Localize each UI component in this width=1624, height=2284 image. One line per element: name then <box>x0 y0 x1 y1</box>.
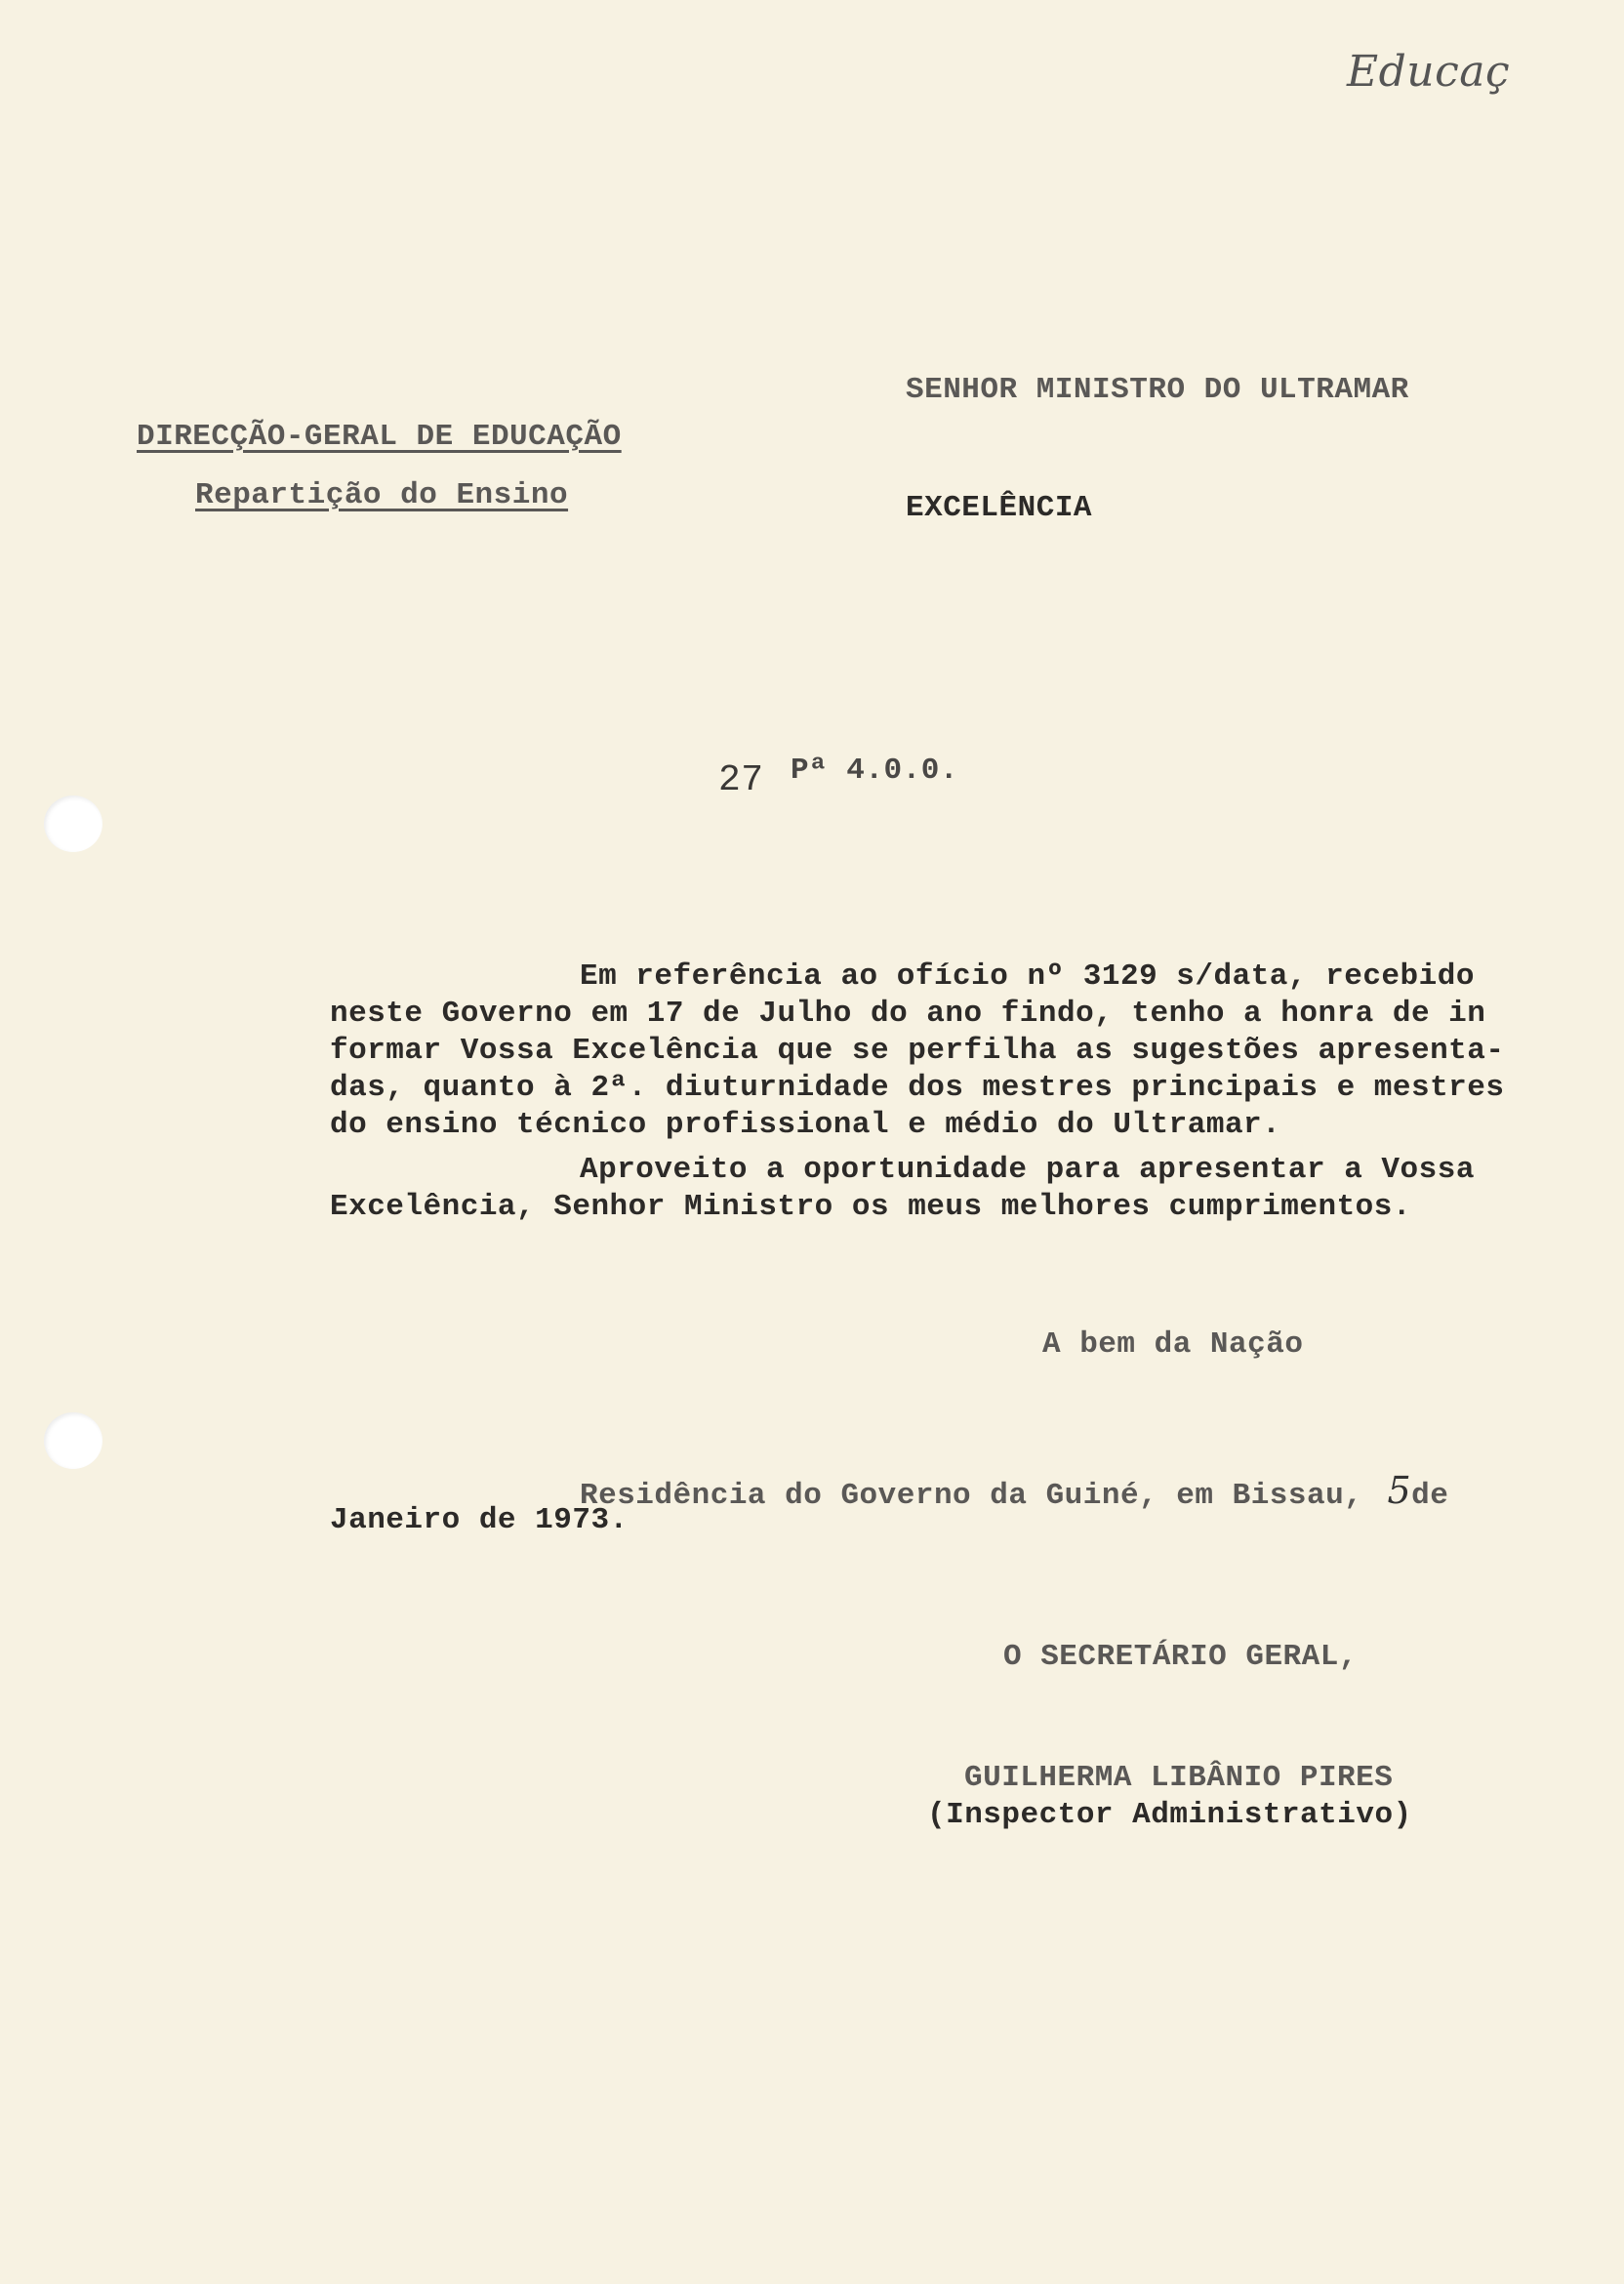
body-p1-line4: das, quanto à 2ª. diuturnidade dos mestres principais e mestres <box>330 1071 1505 1105</box>
sender-line1: DIRECÇÃO-GERAL DE EDUCAÇÃO <box>137 420 622 454</box>
dateline-suffix: de <box>1411 1479 1449 1513</box>
signature-name: GUILHERMA LIBÂNIO PIRES <box>964 1761 1394 1795</box>
punch-hole-top <box>44 795 102 852</box>
dateline-day: 5 <box>1387 1469 1412 1512</box>
punch-hole-bottom <box>44 1412 102 1469</box>
body-p2-line1: Aproveito a oportunidade para apresentar a Vossa <box>580 1153 1475 1187</box>
recipient-line1: SENHOR MINISTRO DO ULTRAMAR <box>906 373 1409 407</box>
body-paragraph-2 <box>330 1152 1475 1226</box>
body-paragraph-1 <box>330 958 1505 1144</box>
dateline-line1 <box>580 1469 1448 1513</box>
signature-role: (Inspector Administrativo) <box>927 1798 1412 1832</box>
reference-number: 27 <box>718 759 764 801</box>
signature-title: O SECRETÁRIO GERAL, <box>1003 1640 1358 1674</box>
dateline-prefix: Residência do Governo da Guiné, em Bissau, <box>580 1479 1363 1513</box>
reference-code: Pª 4.0.0. <box>791 754 958 788</box>
body-p2-line2: Excelência, Senhor Ministro os meus melhores cumprimentos. <box>330 1190 1411 1224</box>
handwritten-annotation: Educaç <box>1347 47 1511 97</box>
body-p1-line3: formar Vossa Excelência que se perfilha as sugestões apresenta- <box>330 1034 1505 1068</box>
sender-line2: Repartição do Ensino <box>195 478 569 512</box>
dateline-line2: Janeiro de 1973. <box>330 1503 629 1537</box>
body-p1-line1: Em referência ao ofício nº 3129 s/data, recebido <box>580 959 1475 994</box>
closing-salutation: A bem da Nação <box>1042 1327 1304 1362</box>
recipient-line2: EXCELÊNCIA <box>906 491 1093 525</box>
body-p1-line5: do ensino técnico profissional e médio do Ultramar. <box>330 1108 1281 1142</box>
body-p1-line2: neste Governo em 17 de Julho do ano findo, tenho a honra de in <box>330 997 1486 1031</box>
